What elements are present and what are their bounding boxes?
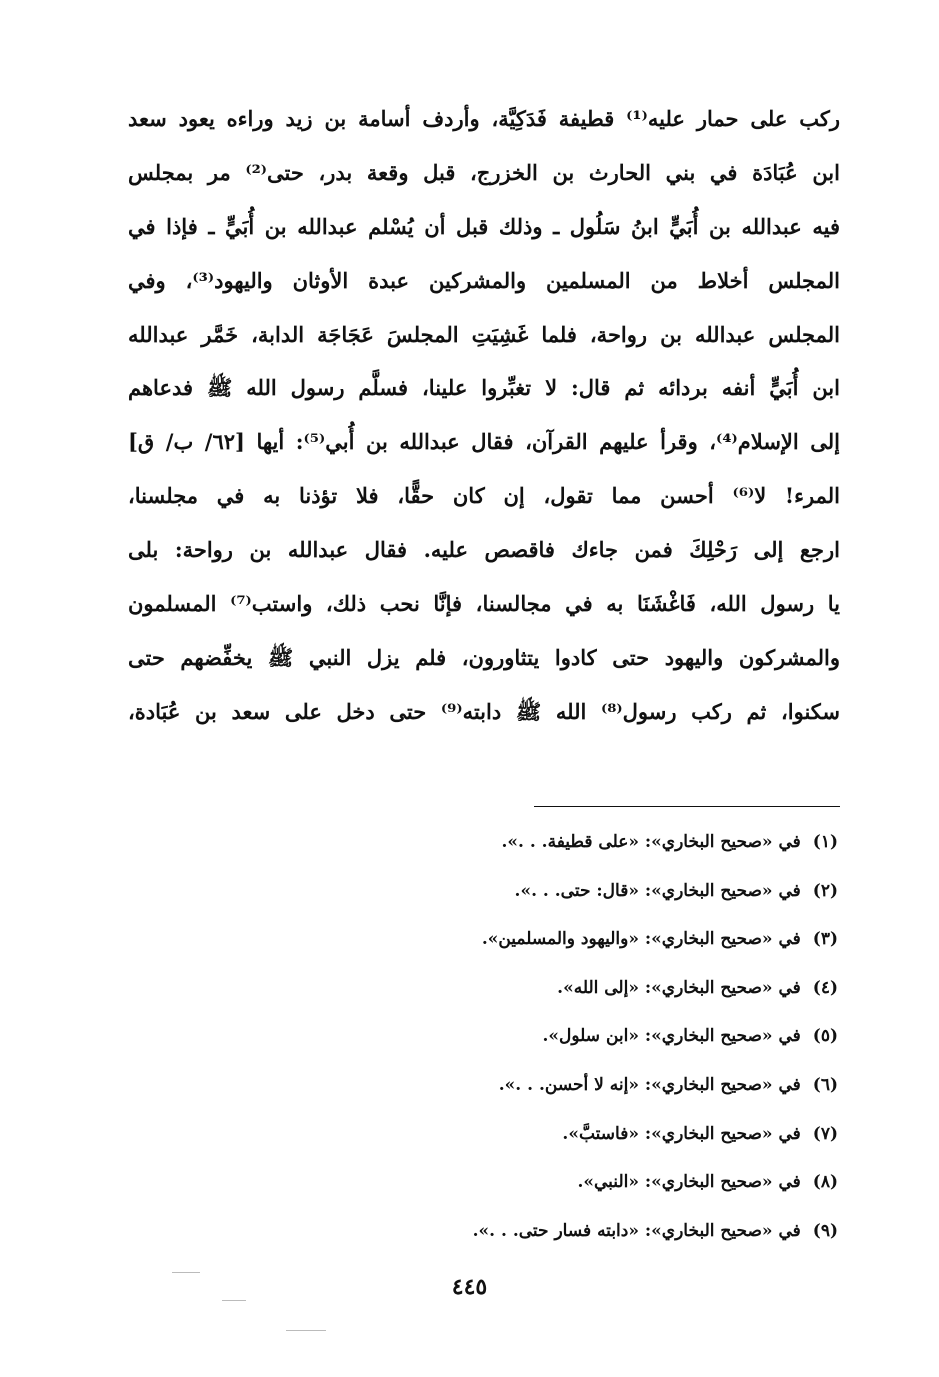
footnote-text: في «صحيح البخاري»: «قال: حتى. . .». xyxy=(514,880,801,901)
footnote-text: في «صحيح البخاري»: «إلى الله». xyxy=(557,977,801,998)
text-line: ابن أُبَيٍّ أنفه بردائه ثم قال: لا تغبِّروا علينا، فسلَّم رسول الله ﷺ فدعاهم xyxy=(128,375,840,401)
text-line: المجلس أخلاط من المسلمين والمشركين عبدة الأوثان واليهود⁽³⁾، وفي xyxy=(128,267,840,293)
footnote-number: (٥) xyxy=(812,1026,838,1047)
body-text xyxy=(128,92,840,739)
footnote-number: (٣) xyxy=(812,929,838,950)
footnote-number: (٧) xyxy=(812,1123,838,1144)
text-line: إلى الإسلام⁽⁴⁾، وقرأ عليهم القرآن، فقال عبدالله بن أُبي⁽⁵⁾: أيها [٦٢/ ب/ ق] xyxy=(128,429,840,455)
text-line: سكنوا، ثم ركب رسول⁽⁸⁾ الله ﷺ دابته⁽⁹⁾ حتى دخل على سعد بن عُبَادة، xyxy=(128,698,840,724)
footnote-number: (٨) xyxy=(812,1172,838,1193)
footnote xyxy=(358,867,838,916)
text-line: المجلس عبدالله بن رواحة، فلما غَشِيَتِ المجلسَ عَجَاجَة الدابة، خَمَّر عبدالله xyxy=(128,321,840,347)
page-number: ٤٤٥ xyxy=(451,1274,488,1300)
footnote-text: في «صحيح البخاري»: «على قطيفة. . .». xyxy=(501,832,801,852)
text-line: ركب على حمار عليه⁽¹⁾ قطيفة فَدَكِيَّة، وأردف أسامة بن زيد وراءه يعود سعد xyxy=(128,106,840,131)
footnote-divider xyxy=(534,806,840,807)
footnote-number: (٤) xyxy=(812,977,838,998)
scan-artifact xyxy=(172,1272,200,1273)
footnote xyxy=(358,964,838,1013)
footnote-text: في «صحيح البخاري»: «دابته فسار حتى. . .». xyxy=(472,1220,801,1241)
footnote-text: في «صحيح البخاري»: «النبي». xyxy=(577,1172,801,1193)
footnote-number: (١) xyxy=(812,832,838,852)
text-line: ارجع إلى رَحْلِكَ فمن جاءك فاقصص عليه. فقال عبدالله بن رواحة: بلى xyxy=(128,537,840,563)
text-line: يا رسول الله، فَاغْشَنَا به في مجالسنا، فإنَّا نحب ذلك، واستب⁽⁷⁾ المسلمون xyxy=(128,591,840,617)
footnote-number: (٦) xyxy=(812,1074,838,1095)
text-line: والمشركون واليهود حتى كادوا يتثاورون، فلم يزل النبي ﷺ يخفِّضهم حتى xyxy=(128,644,840,670)
footnote xyxy=(358,915,838,964)
text-line: فيه عبدالله بن أُبَيٍّ ابنُ سَلُول ـ وذلك قبل أن يُسْلم عبدالله بن أُبَيٍّ ـ فإذا في xyxy=(128,213,840,239)
scan-artifact xyxy=(222,1300,246,1301)
footnote-text: في «صحيح البخاري»: «إنه لا أحسن. . .». xyxy=(498,1074,801,1095)
footnote xyxy=(358,1207,838,1256)
footnote xyxy=(358,1158,838,1207)
footnote-number: (٢) xyxy=(812,880,838,901)
footnote-text: في «صحيح البخاري»: «فاستبَّ». xyxy=(562,1123,801,1144)
text-line: المرء! لا⁽⁶⁾ أحسن مما تقول، إن كان حقًّا، فلا تؤذنا به في مجلسنا، xyxy=(128,483,840,509)
footnotes xyxy=(358,818,838,1255)
footnote-text: في «صحيح البخاري»: «ابن سلول». xyxy=(542,1026,801,1047)
footnote xyxy=(358,1110,838,1159)
footnote-text: في «صحيح البخاري»: «واليهود والمسلمين». xyxy=(481,929,801,950)
footnote xyxy=(358,818,838,867)
text-line: ابن عُبَادَة في بني الحارث بن الخزرج، قبل وقعة بدر، حتى⁽²⁾ مر بمجلس xyxy=(128,159,840,185)
footnote xyxy=(358,1012,838,1061)
footnote-number: (٩) xyxy=(812,1220,838,1241)
scan-artifact xyxy=(286,1330,326,1331)
footnote xyxy=(358,1061,838,1110)
